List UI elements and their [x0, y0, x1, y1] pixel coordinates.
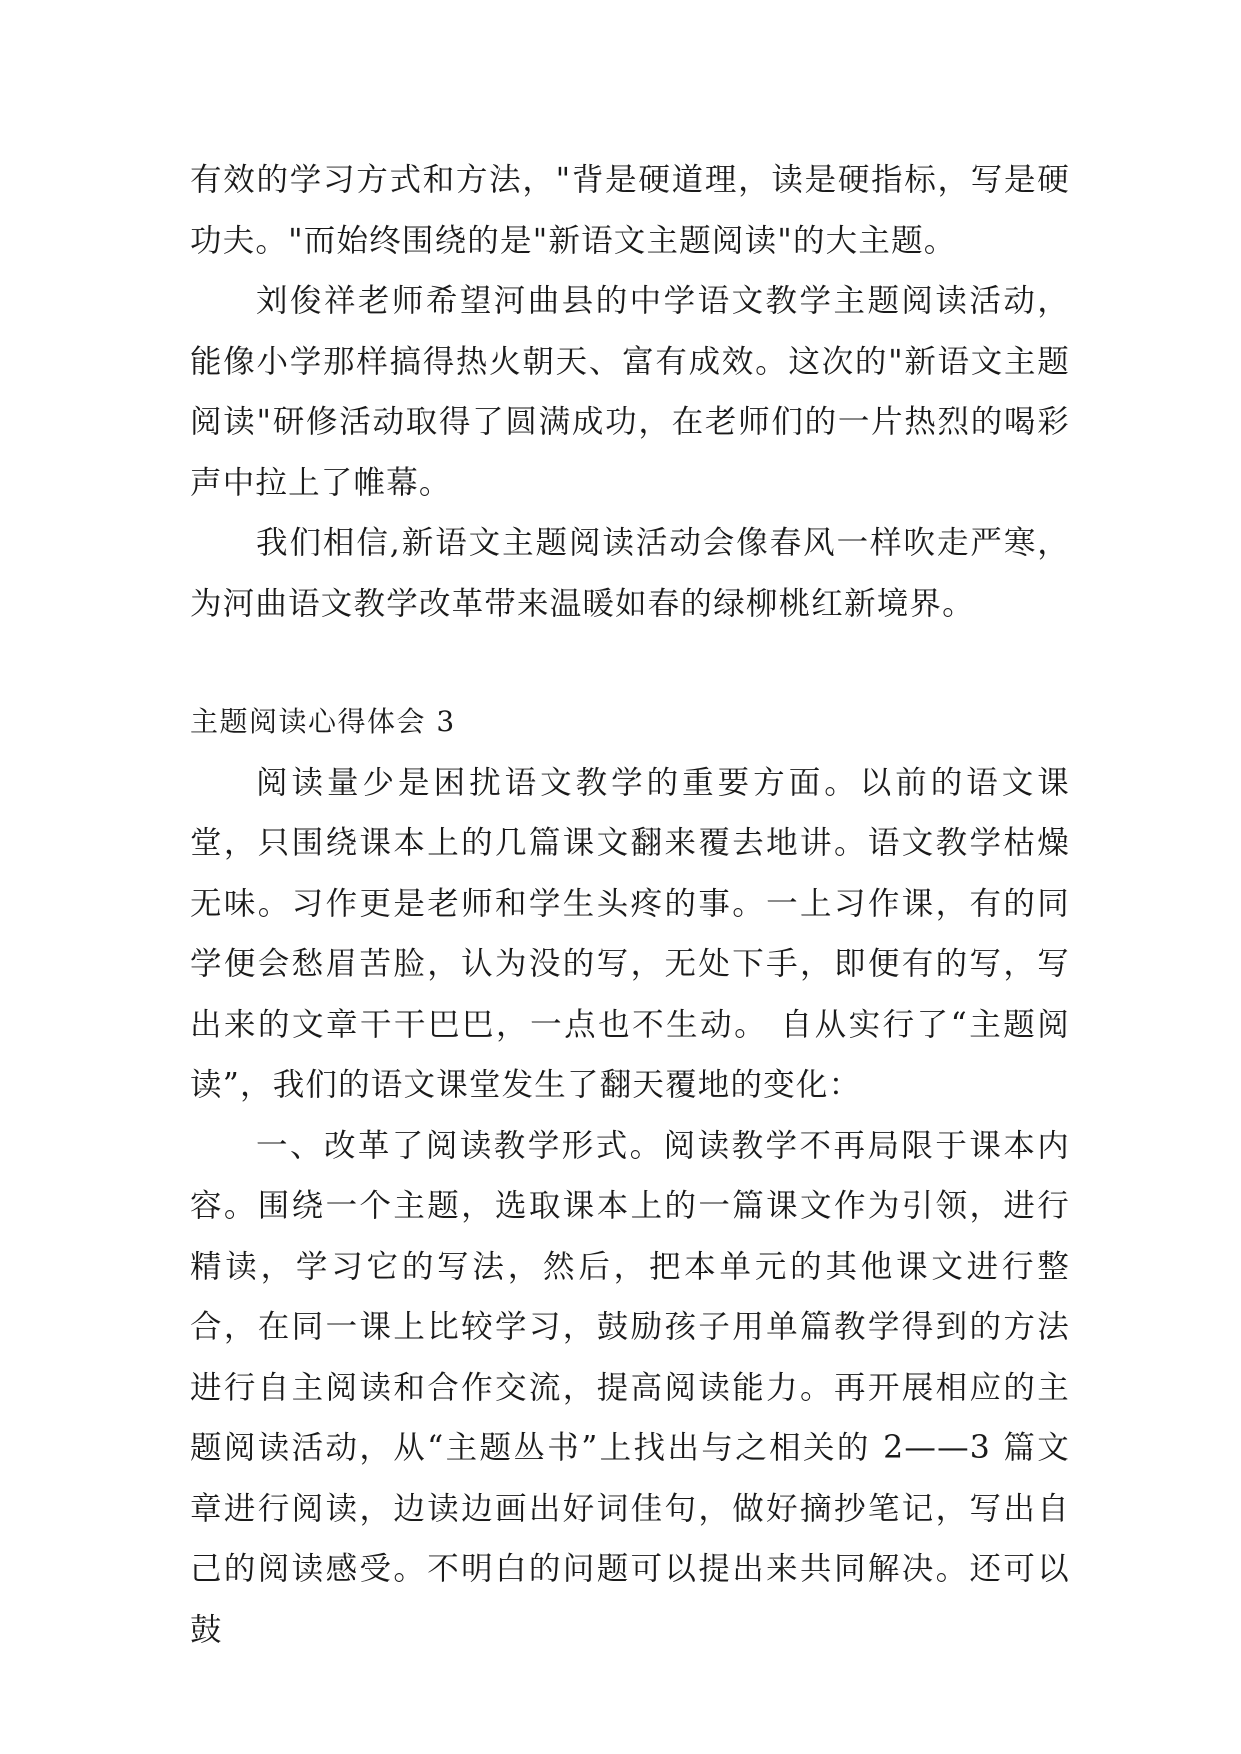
paragraph-reading-volume: 阅读量少是困扰语文教学的重要方面。以前的语文课堂，只围绕课本上的几篇课文翻来覆去地讲。语文教学枯燥无味。习作更是老师和学生头疼的事。一上习作课，有的同学便会愁眉苦脸，认为没的写，无处下手，即便有的写，写出来的文章干干巴巴，一点也不生动。 自从实行了“主题阅读”，我们的语文课堂发生了翻天覆地的变化： [190, 764, 1070, 1103]
paragraph-liu-junxiang: 刘俊祥老师希望河曲县的中学语文教学主题阅读活动，能像小学那样搞得热火朝天、富有成效。这次的"新语文主题阅读"研修活动取得了圆满成功，在老师们的一片热烈的喝彩声中拉上了帷幕。 [190, 283, 1070, 501]
paragraph-reform-reading: 一、改革了阅读教学形式。阅读教学不再局限于课本内容。围绕一个主题，选取课本上的一篇课文作为引领，进行精读，学习它的写法，然后，把本单元的其他课文进行整合，在同一课上比较学习，鼓励孩子用单篇教学得到的方法进行自主阅读和合作交流，提高阅读能力。再开展相应的主题阅读活动，从“主题丛书”上找出与之相关的 2——3 篇文章进行阅读，边读边画出好词佳句，做好摘抄笔记，写出自己的阅读感受。不明白的问题可以提出来共同解决。还可以鼓 [190, 1127, 1070, 1648]
document-body [190, 150, 1070, 1660]
paragraph-we-believe: 我们相信,新语文主题阅读活动会像春风一样吹走严寒，为河曲语文教学改革带来温暖如春的绿柳桃红新境界。 [190, 525, 1070, 622]
section-title: 主题阅读心得体会 3 [190, 705, 456, 738]
paragraph-continuation: 有效的学习方式和方法，"背是硬道理，读是硬指标，写是硬功夫。"而始终围绕的是"新语文主题阅读"的大主题。 [190, 162, 1070, 259]
